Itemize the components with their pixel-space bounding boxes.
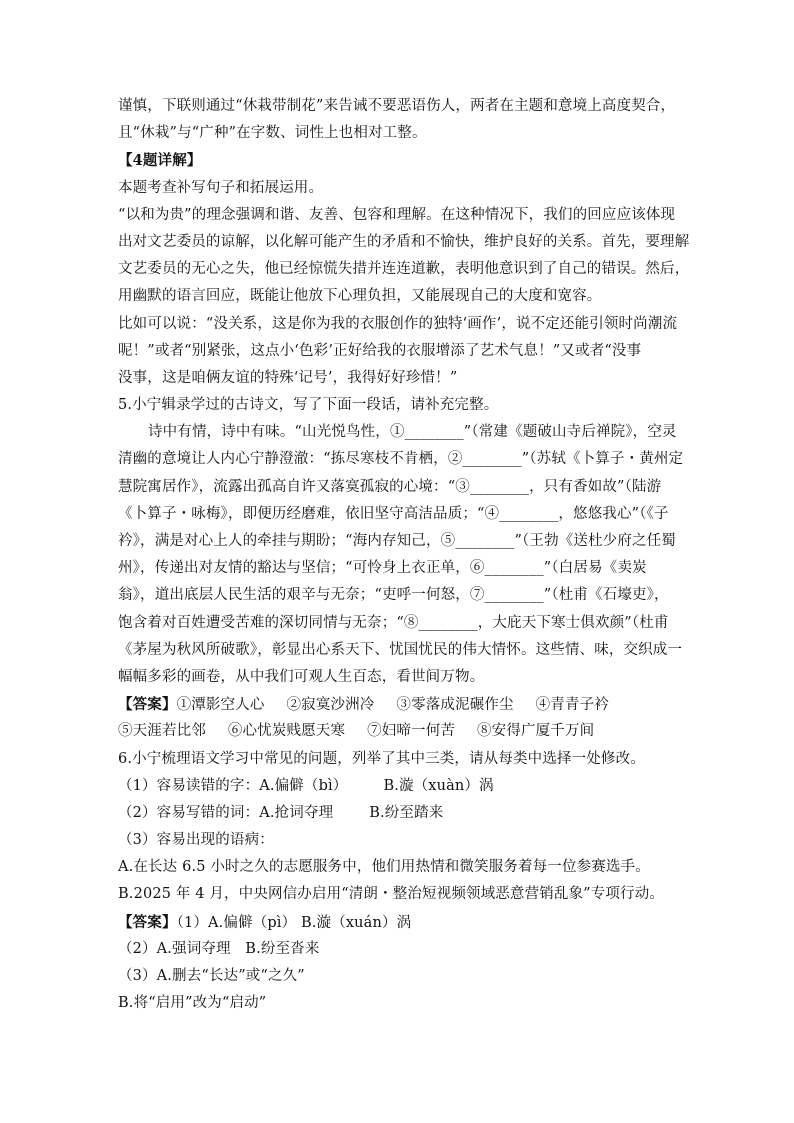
text-line: 没事，这是咱俩友谊的特殊‘记号’，我得好好珍惜！” (118, 369, 458, 386)
text-line: 谨慎，下联则通过“休栽带制花”来告诫不要恶语伤人，两者在主题和意境上高度契合， (118, 98, 676, 114)
answer-item: ⑧安得广厦千万间 (477, 723, 595, 740)
text-line: 《卜算子・咏梅》，即便历经磨难，依旧坚守高洁品质；“④________，悠悠我心”（《子 (118, 505, 669, 522)
text-line: 慧院寓居作》，流露出孤高自许又落寞孤寂的心境：“③________，只有香如故”（陆游 (118, 478, 662, 495)
answer-label: 【答案】 (118, 696, 177, 714)
text-line: 文艺委员的无心之失，他已经惊慌失措并连连道歉，表明他意识到了自己的错误。然后， (118, 261, 690, 278)
text-line: 比如可以说：“没关系，这是你为我的衣服创作的独特‘画作’，说不定还能引领时尚潮流 (118, 315, 678, 332)
part-label: （1）容易读错的字： (118, 777, 260, 794)
answer-6-line-4: B.将“启用”改为“启动” (118, 995, 267, 1012)
answer-item: ⑥心忧炭贱愿天寒 (227, 723, 346, 740)
text-line: 幅幅多彩的画卷，从中我们可观人生百态，看世间万物。 (118, 668, 485, 685)
text-line: 翁》，道出底层人民生活的艰辛与无奈；“吏呼一何怒，⑦________”（杜甫《石壕吏》， (118, 587, 669, 604)
answer-item: ②寂寞沙洲冷 (286, 697, 375, 714)
text-line: 用幽默的语言回应，既能让他放下心理负担，又能展现自己的大度和宽容。 (118, 288, 602, 305)
text-line: 衿》，满是对心上人的牵挂与期盼；“海内存知己，⑤________”（王勃《送杜少府之任蜀 (118, 533, 676, 549)
section-heading: 【4题详解】 (118, 152, 202, 170)
answer-label: 【答案】 (118, 913, 177, 931)
text-line: 饱含着对百姓遭受苦难的深切同情与无奈；“⑧________，大庇天下寒士俱欢颜”（杜甫 (118, 614, 669, 631)
answer-5-row-1 (118, 691, 680, 718)
answer-item: ④青青子衿 (535, 697, 609, 714)
option-a: A.偏僻（bì） (259, 777, 348, 794)
answer-6-line-3: （3）A.删去“长达”或“之久” (118, 968, 305, 984)
text-line: 清幽的意境让人内心宁静澄澈：“拣尽寒枝不肯栖，②________”（苏轼《卜算子・黄州定 (118, 451, 684, 468)
answer-item: ⑤天涯若比邻 (118, 723, 206, 740)
option-b: B.纷至踏来 (369, 804, 444, 821)
answer-6-line-2: （2）A.强词夺理 B.纷至沓来 (118, 940, 320, 957)
part-label: （2）容易写错的词： (118, 804, 260, 821)
text-line: 州》，传递出对友情的豁达与坚信；“可怜身上衣正单，⑥________”（白居易《卖炭 (118, 560, 647, 577)
answer-item: ①潭影空人心 (176, 697, 265, 714)
question-6-part-3: （3）容易出现的语病： (118, 832, 274, 849)
answer-text: （1）A.偏僻（pì） B.漩（xuán）涡 (176, 914, 412, 931)
question-6-option-b: B.2025 年 4 月，中央网信办启用“清朗・整治短视频领域恶意营销乱象”专项行动。 (118, 886, 664, 903)
question-5-title: 5.小宁辑录学过的古诗文，写了下面一段话，请补充完整。 (118, 397, 499, 414)
answer-5-row-2 (118, 718, 680, 745)
text-line: 诗中有情，诗中有味。“山光悦鸟性，①________”（常建《题破山寺后禅院》，空灵 (148, 424, 677, 441)
question-6-option-a: A.在长达 6.5 小时之久的志愿服务中，他们用热情和微笑服务着每一位参赛选手。 (118, 859, 650, 876)
text-line: 本题考查补写句子和拓展运用。 (118, 179, 324, 196)
answer-item: ③零落成泥碾作尘 (396, 697, 514, 714)
text-line: 呢！”或者“别紧张，这点小‘色彩’正好给我的衣服增添了艺术气息！”又或者“没事 (118, 342, 642, 359)
answer-item: ⑦妇啼一何苦 (367, 723, 456, 740)
text-line: “以和为贵”的理念强调和谐、友善、包容和理解。在这种情况下，我们的回应应该体现 (118, 206, 676, 223)
option-a: A.抢词夺理 (259, 804, 334, 821)
question-6-part-1 (118, 773, 680, 800)
question-6-title: 6.小宁梳理语文学习中常见的问题，列举了其中三类，请从每类中选择一处修改。 (118, 750, 645, 767)
question-6-part-2 (118, 800, 680, 827)
text-line: 且“休栽”与“广种”在字数、词性上也相对工整。 (118, 125, 427, 142)
document-page (118, 93, 690, 1017)
text-line: 《茅屋为秋风所破歌》，彰显出心系天下、忧国忧民的伟大情怀。这些情、味，交织成一 (118, 641, 683, 658)
text-line: 出对文艺委员的谅解，以化解可能产生的矛盾和不愉快，维护良好的关系。首先，要理解 (118, 233, 690, 250)
answer-6-line-1 (118, 909, 680, 936)
option-b: B.漩（xuàn）涡 (383, 777, 494, 794)
